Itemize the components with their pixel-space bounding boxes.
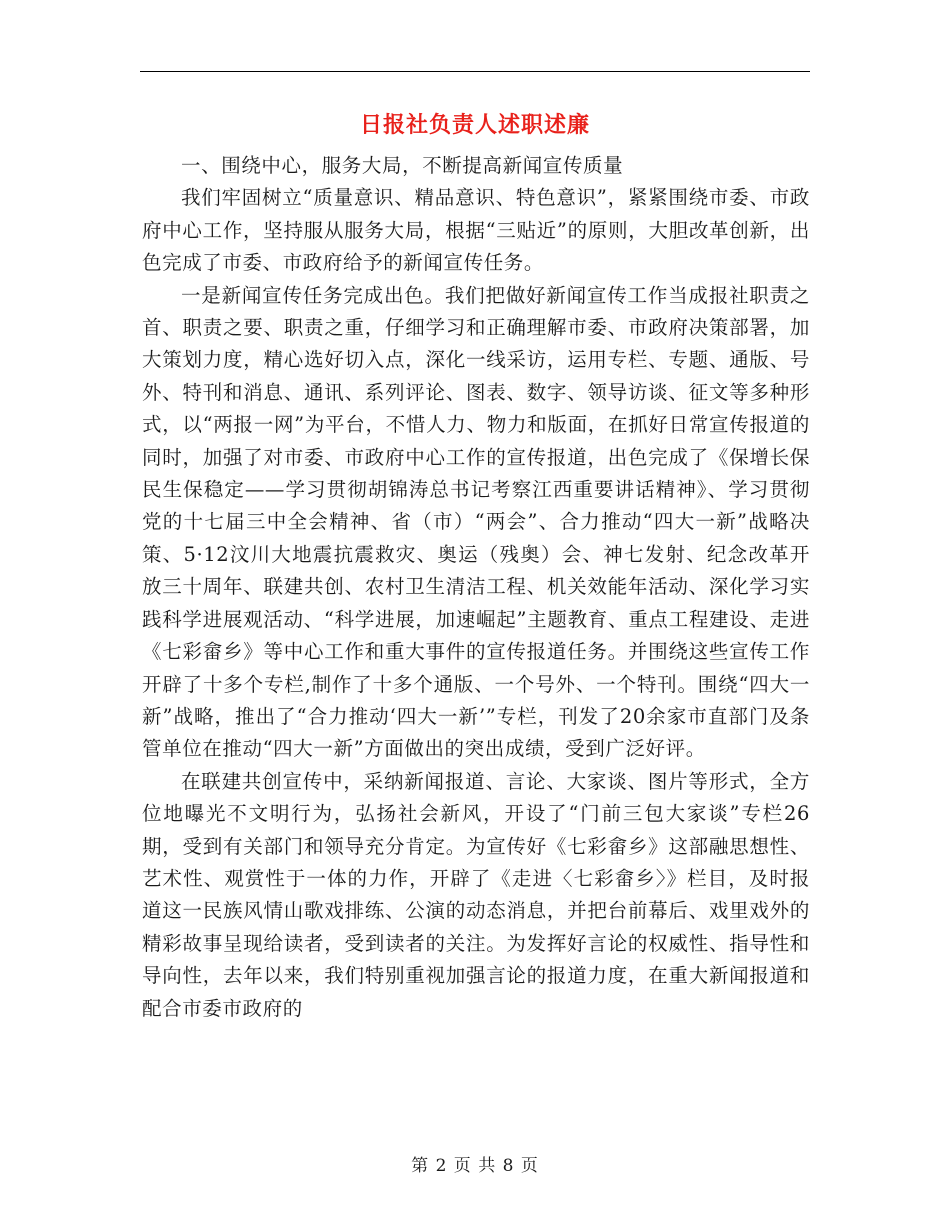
document-title: 日报社负责人述职述廉: [359, 112, 590, 138]
body-paragraph-news-tasks: 一是新闻宣传任务完成出色。我们把做好新闻宣传工作当成报社职责之首、职责之要、职责之重，仔细学习和正确理解市委、市政府决策部署，加大策划力度，精心选好切入点，深化一线采访，运用专栏、专题、通版、号外、特刊和消息、通讯、系列评论、图表、数字、领导访谈、征文等多种形式，以“两报一网”为平台，不惜人力、物力和版面，在抓好日常宣传报道的同时，加强了对市委、市政府中心工作的宣传报道，出色完成了《保增长保民生保稳定——学习贯彻胡锦涛总书记考察江西重要讲话精神》、学习贯彻党的十七届三中全会精神、省（市）“两会”、合力推动“四大一新”战略决策、5·12汶川大地震抗震救灾、奥运（残奥）会、神七发射、纪念改革开放三十周年、联建共创、农村卫生清洁工程、机关效能年活动、深化学习实践科学进展观活动、“科学进展，加速崛起”主题教育、重点工程建设、走进《七彩畲乡》等中心工作和重大事件的宣传报道任务。并围绕这些宣传工作开辟了十多个专栏,制作了十多个通版、一个号外、一个特刊。围绕“四大一新”战略，推出了“合力推动‘四大一新’”专栏，刊发了20余家市直部门及条管单位在推动“四大一新”方面做出的突出成绩，受到广泛好评。: [142, 283, 810, 761]
body-paragraph-campaign: 在联建共创宣传中，采纳新闻报道、言论、大家谈、图片等形式，全方位地曝光不文明行为，弘扬社会新风，开设了“门前三包大家谈”专栏26期，受到有关部门和领导充分肯定。为宣传好《七彩畲乡》这部融思想性、艺术性、观赏性于一体的力作，开辟了《走进〈七彩畲乡〉》栏目，及时报道这一民族风情山歌戏排练、公演的动态消息，并把台前幕后、戏里戏外的精彩故事呈现给读者，受到读者的关注。为发挥好言论的权威性、指导性和导向性，去年以来，我们特别重视加强言论的报道力度，在重大新闻报道和配合市委市政府的: [142, 769, 810, 1020]
section-heading: 一、围绕中心，服务大局，不断提高新闻宣传质量: [181, 154, 624, 177]
page-number: 第 2 页 共 8 页: [411, 1156, 539, 1176]
header-rule: [140, 71, 810, 72]
document-body: [142, 150, 810, 1025]
body-paragraph-intro: 我们牢固树立“质量意识、精品意识、特色意识”，紧紧围绕市委、市政府中心工作，坚持服从服务大局，根据“三贴近”的原则，大胆改革创新，出色完成了市委、市政府给予的新闻宣传任务。: [142, 186, 810, 275]
